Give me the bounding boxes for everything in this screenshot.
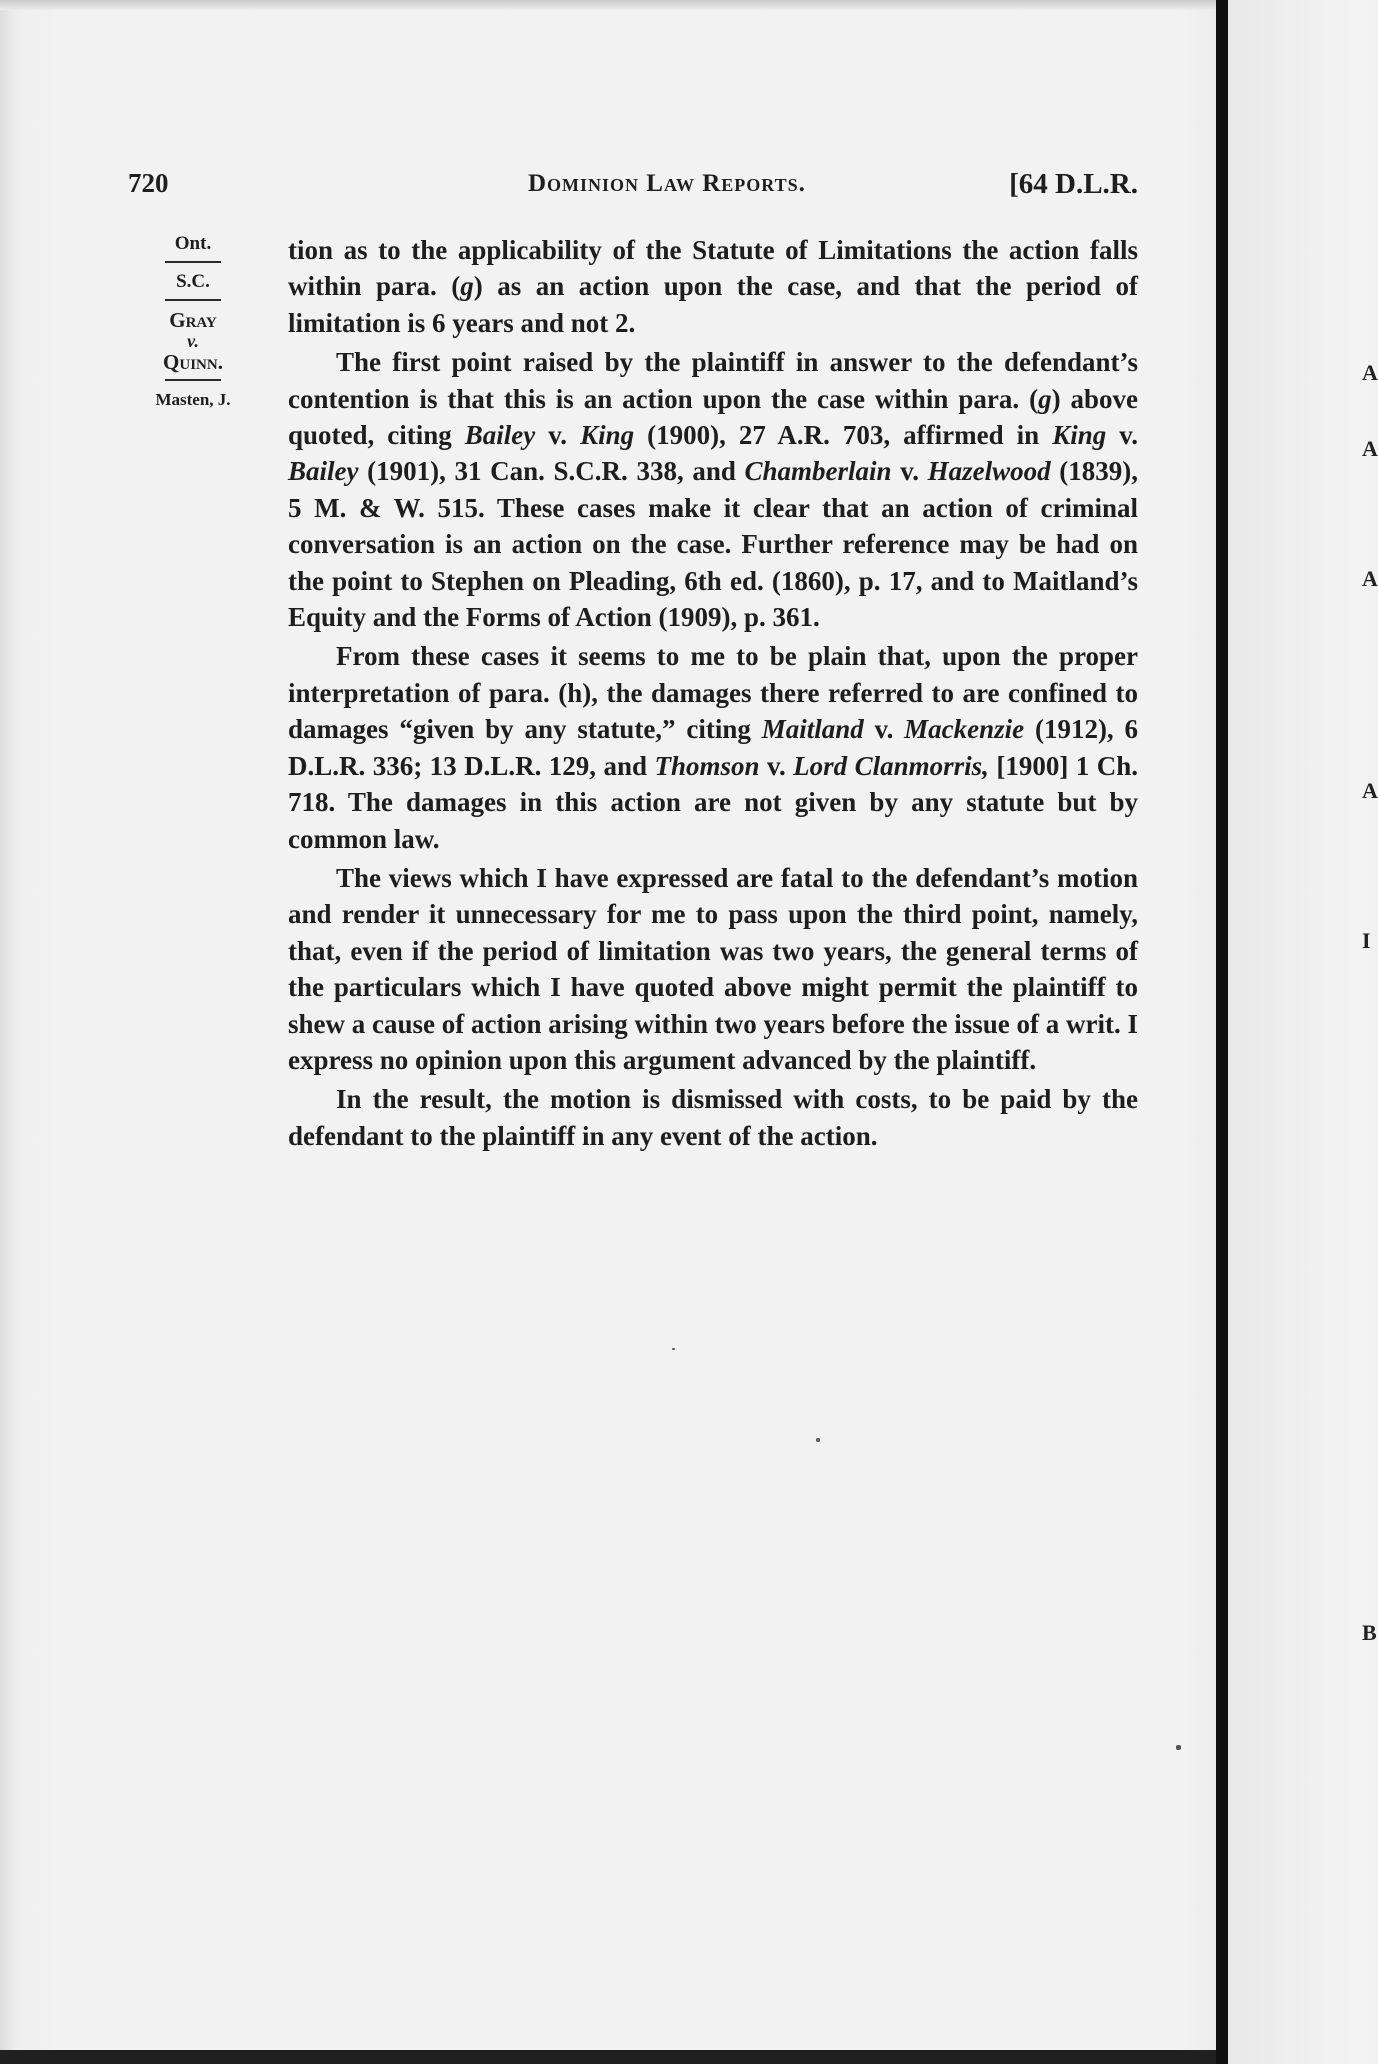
paragraph-4: The views which I have expressed are fatal to the defendant’s motion and render it unnecessary for me to pass upon the third point, namely, that, even if the period of limitation was two years, the general terms of the particulars which I have quoted above might permit the plaintiff to shew a cause of action arising within two years before the issue of a writ. I express no opinion upon this argument advanced by the plaintiff. <box>288 862 1138 1075</box>
paragraph-1: tion as to the applicability of the Statute of Limitations the action falls within para. (g) as an action upon the case, and that the period of limitation is 6 years and not 2. <box>288 235 1138 338</box>
case-name: Lord Clanmorris, <box>793 750 989 781</box>
adjacent-page-letter: A <box>1362 778 1378 803</box>
scan-speck <box>1176 1745 1181 1750</box>
scan-speck <box>816 1438 820 1442</box>
adjacent-page-letter: A <box>1362 436 1378 461</box>
margin-divider <box>165 379 221 381</box>
journal-title: Dominion Law Reports. <box>528 170 806 197</box>
scan-speck <box>672 1348 675 1350</box>
court-name: S.C. <box>176 271 210 292</box>
margin-divider <box>165 261 221 263</box>
margin-divider <box>165 299 221 301</box>
paragraph-3: From these cases it seems to me to be plain that, upon the proper interpretation of para. (h), the damages there referred to are confined to damages “given by any statute,” citing Maitland v. Mackenzie (1912), 6 D.L.R. 336; 13 D.L.R. 129, and Thomson v. Lord Clanmorris, [1900] 1 Ch. 718. The damages in this action are not given by any statute but by common law. <box>288 641 1139 854</box>
judgment-text <box>288 232 1138 1154</box>
case-name: King <box>580 420 635 451</box>
case-name: Bailey <box>288 456 359 487</box>
judge-name: Masten, J. <box>155 390 231 409</box>
running-header <box>128 168 1138 208</box>
book-gutter <box>1216 0 1228 2064</box>
margin-note <box>138 232 248 412</box>
case-name: Bailey <box>464 420 536 451</box>
case-versus: v. <box>187 331 199 351</box>
adjacent-page-letter: B <box>1362 1620 1377 1645</box>
case-party-1: Gray <box>169 308 217 332</box>
case-name: Chamberlain <box>744 456 892 487</box>
case-name: Mackenzie <box>904 714 1025 745</box>
case-party-2: Quinn. <box>163 350 223 374</box>
case-name: Thomson <box>654 750 760 781</box>
case-name: Maitland <box>761 714 864 745</box>
page-top-edge <box>0 0 1216 10</box>
page-bottom-edge <box>0 2050 1216 2064</box>
paragraph-5: In the result, the motion is dismissed with costs, to be paid by the defendant to the plaintiff in any event of the action. <box>288 1084 1138 1151</box>
adjacent-page-letter: A <box>1362 360 1378 385</box>
paragraph-2: The first point raised by the plaintiff in answer to the defendant’s contention is that this is an action upon the case within para. (g) above quoted, citing Bailey v. King (1900), 27 A.R. 703, affirmed in King v. Bailey (1901), 31 Can. S.C.R. 338, and Chamberlain v. Hazelwood (1839), 5 M. & W. 515. These cases make it clear that an action of criminal conversation is an action on the case. Further reference may be had on the point to Stephen on Pleading, 6th ed. (1860), p. 17, and to Maitland’s Equity and the Forms of Action (1909), p. 361. <box>288 347 1138 633</box>
adjacent-page-letter: A <box>1362 566 1378 591</box>
volume-reference: [64 D.L.R. <box>1009 168 1138 200</box>
page-number: 720 <box>128 168 169 198</box>
case-name: King <box>1052 420 1107 451</box>
court-province: Ont. <box>174 233 212 254</box>
case-name: Hazelwood <box>927 456 1051 487</box>
adjacent-page-edge <box>1228 0 1378 2064</box>
adjacent-page-letter: I <box>1362 928 1371 953</box>
